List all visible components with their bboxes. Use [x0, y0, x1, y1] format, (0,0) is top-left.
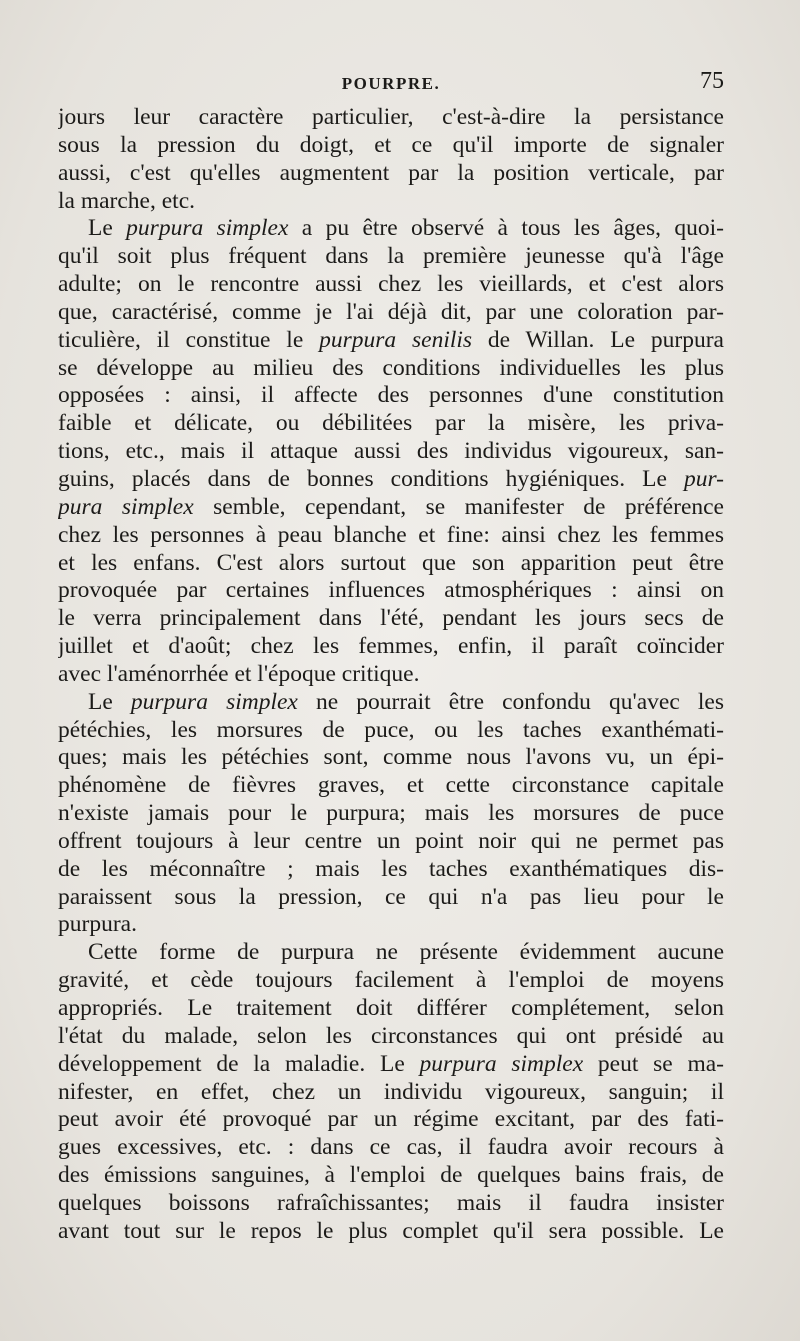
text-run: des émissions sanguines, à l'emploi de quelques bains frais, de: [58, 1162, 724, 1189]
text-line: [58, 884, 724, 912]
text-line: [58, 327, 724, 355]
text-line: [58, 995, 724, 1023]
text-run: sous la pression du doigt, et ce qu'il importe de signaler: [58, 131, 724, 158]
text-run: peut se ma-: [583, 1050, 724, 1077]
italic-term: pura simplex: [58, 493, 194, 520]
text-run: la marche, etc.: [58, 187, 195, 214]
text-line: [58, 271, 724, 299]
text-run: opposées : ainsi, il affecte des personnes d'une constitution: [58, 382, 724, 409]
text-run: de Willan. Le purpura: [472, 326, 724, 353]
text-run: paraissent sous la pression, ce qui n'a pas lieu pour le: [58, 883, 724, 910]
text-run: appropriés. Le traitement doit différer complétement, selon: [58, 995, 724, 1021]
text-run: ne pourrait être confondu qu'avec les: [297, 688, 724, 715]
text-line: [58, 633, 724, 661]
italic-term: purpura simplex: [419, 1050, 584, 1077]
text-run: purpura.: [58, 911, 137, 938]
text-run: adulte; on le rencontre aussi chez les vieillards, et c'est alors: [58, 271, 724, 298]
text-run: l'état du malade, selon les circonstances qui ont présidé au: [58, 1022, 724, 1049]
text-line: [58, 410, 724, 438]
body-text: [58, 104, 724, 1246]
text-run: que, caractérisé, comme je l'ai déjà dit, par une coloration par-: [58, 298, 724, 325]
text-run: nifester, en effet, chez un individu vigoureux, sanguin; il: [58, 1078, 724, 1105]
text-line: [58, 1134, 724, 1162]
text-line: [58, 967, 724, 995]
text-run: se développe au milieu des conditions individuelles les plus: [58, 354, 724, 381]
page-header: [58, 66, 724, 106]
text-line: [58, 1190, 724, 1218]
text-line: [58, 772, 724, 800]
text-line: [58, 911, 724, 939]
text-run: ticulière, il constitue le: [58, 326, 320, 353]
text-line: [58, 382, 724, 410]
text-line: [58, 1106, 724, 1134]
text-run: offrent toujours à leur centre un point noir qui ne permet pas: [58, 827, 724, 854]
text-line: [58, 355, 724, 383]
text-line: [58, 577, 724, 605]
text-run: Le: [88, 215, 127, 242]
text-line: [58, 605, 724, 633]
text-run: ques; mais les pétéchies sont, comme nous l'avons vu, un épi-: [58, 744, 724, 771]
text-run: faible et délicate, ou débilitées par la misère, les priva-: [58, 410, 724, 437]
text-line: [58, 243, 724, 271]
text-run: n'existe jamais pour le purpura; mais les morsures de puce: [58, 800, 724, 827]
text-run: qu'il soit plus fréquent dans la première jeunesse qu'à l'âge: [58, 243, 724, 270]
text-line: [58, 104, 724, 132]
text-line: [58, 160, 724, 188]
text-run: jours leur caractère particulier, c'est-à-dire la persistance: [58, 104, 724, 130]
text-run: Le: [88, 688, 131, 715]
text-run: développement de la maladie. Le: [58, 1050, 420, 1077]
text-line: [58, 939, 724, 967]
text-line: [58, 661, 724, 689]
text-run: gravité, et cède toujours facilement à l'emploi de moyens: [58, 967, 724, 994]
text-run: Cette forme de purpura ne présente évidemment aucune: [88, 939, 724, 966]
text-line: [58, 689, 724, 717]
text-run: provoquée par certaines influences atmosphériques : ainsi on: [58, 577, 724, 604]
text-run: guins, placés dans de bonnes conditions hygiéniques. Le: [58, 465, 684, 492]
text-run: chez les personnes à peau blanche et fine: ainsi chez les femmes: [58, 521, 724, 548]
text-line: [58, 1051, 724, 1079]
text-line: [58, 744, 724, 772]
text-run: semble, cependant, se manifester de préférence: [193, 493, 724, 520]
text-run: phénomène de fièvres graves, et cette circonstance capitale: [58, 772, 724, 799]
text-run: tions, etc., mais il attaque aussi des individus vigoureux, san-: [58, 438, 724, 465]
text-run: avant tout sur le repos le plus complet qu'il sera possible. Le: [58, 1217, 724, 1244]
text-run: juillet et d'août; chez les femmes, enfin, il paraît coïncider: [58, 633, 724, 660]
text-run: peut avoir été provoqué par un régime excitant, par des fati-: [58, 1106, 724, 1133]
text-line: [58, 438, 724, 466]
italic-term: purpura senilis: [319, 326, 473, 353]
text-line: [58, 856, 724, 884]
text-line: [58, 1079, 724, 1107]
text-line: [58, 215, 724, 243]
text-run: avec l'aménorrhée et l'époque critique.: [58, 660, 420, 687]
text-line: [58, 188, 724, 216]
text-run: gues excessives, etc. : dans ce cas, il faudra avoir recours à: [58, 1134, 724, 1161]
page-number: 75: [700, 68, 724, 94]
text-run: pétéchies, les morsures de puce, ou les taches exanthémati-: [58, 716, 724, 743]
text-run: le verra principalement dans l'été, pendant les jours secs de: [58, 605, 724, 632]
text-line: [58, 299, 724, 327]
text-line: [58, 466, 724, 494]
text-line: [58, 800, 724, 828]
text-line: [58, 828, 724, 856]
text-line: [58, 550, 724, 578]
text-line: [58, 132, 724, 160]
text-line: [58, 522, 724, 550]
italic-term: pur-: [683, 465, 724, 492]
text-run: de les méconnaître ; mais les taches exanthématiques dis-: [58, 855, 724, 882]
text-line: [58, 1218, 724, 1246]
text-line: [58, 1023, 724, 1051]
text-line: [58, 1162, 724, 1190]
text-line: [58, 717, 724, 745]
text-run: aussi, c'est qu'elles augmentent par la position verticale, par: [58, 159, 724, 186]
text-run: a pu être observé à tous les âges, quoi-: [288, 215, 724, 242]
text-run: quelques boissons rafraîchissantes; mais il faudra insister: [58, 1189, 724, 1216]
text-run: et les enfans. C'est alors surtout que son apparition peut être: [58, 549, 724, 576]
text-line: [58, 494, 724, 522]
italic-term: purpura simplex: [130, 688, 298, 715]
running-title: POURPRE.: [341, 74, 441, 93]
italic-term: purpura simplex: [126, 215, 289, 242]
